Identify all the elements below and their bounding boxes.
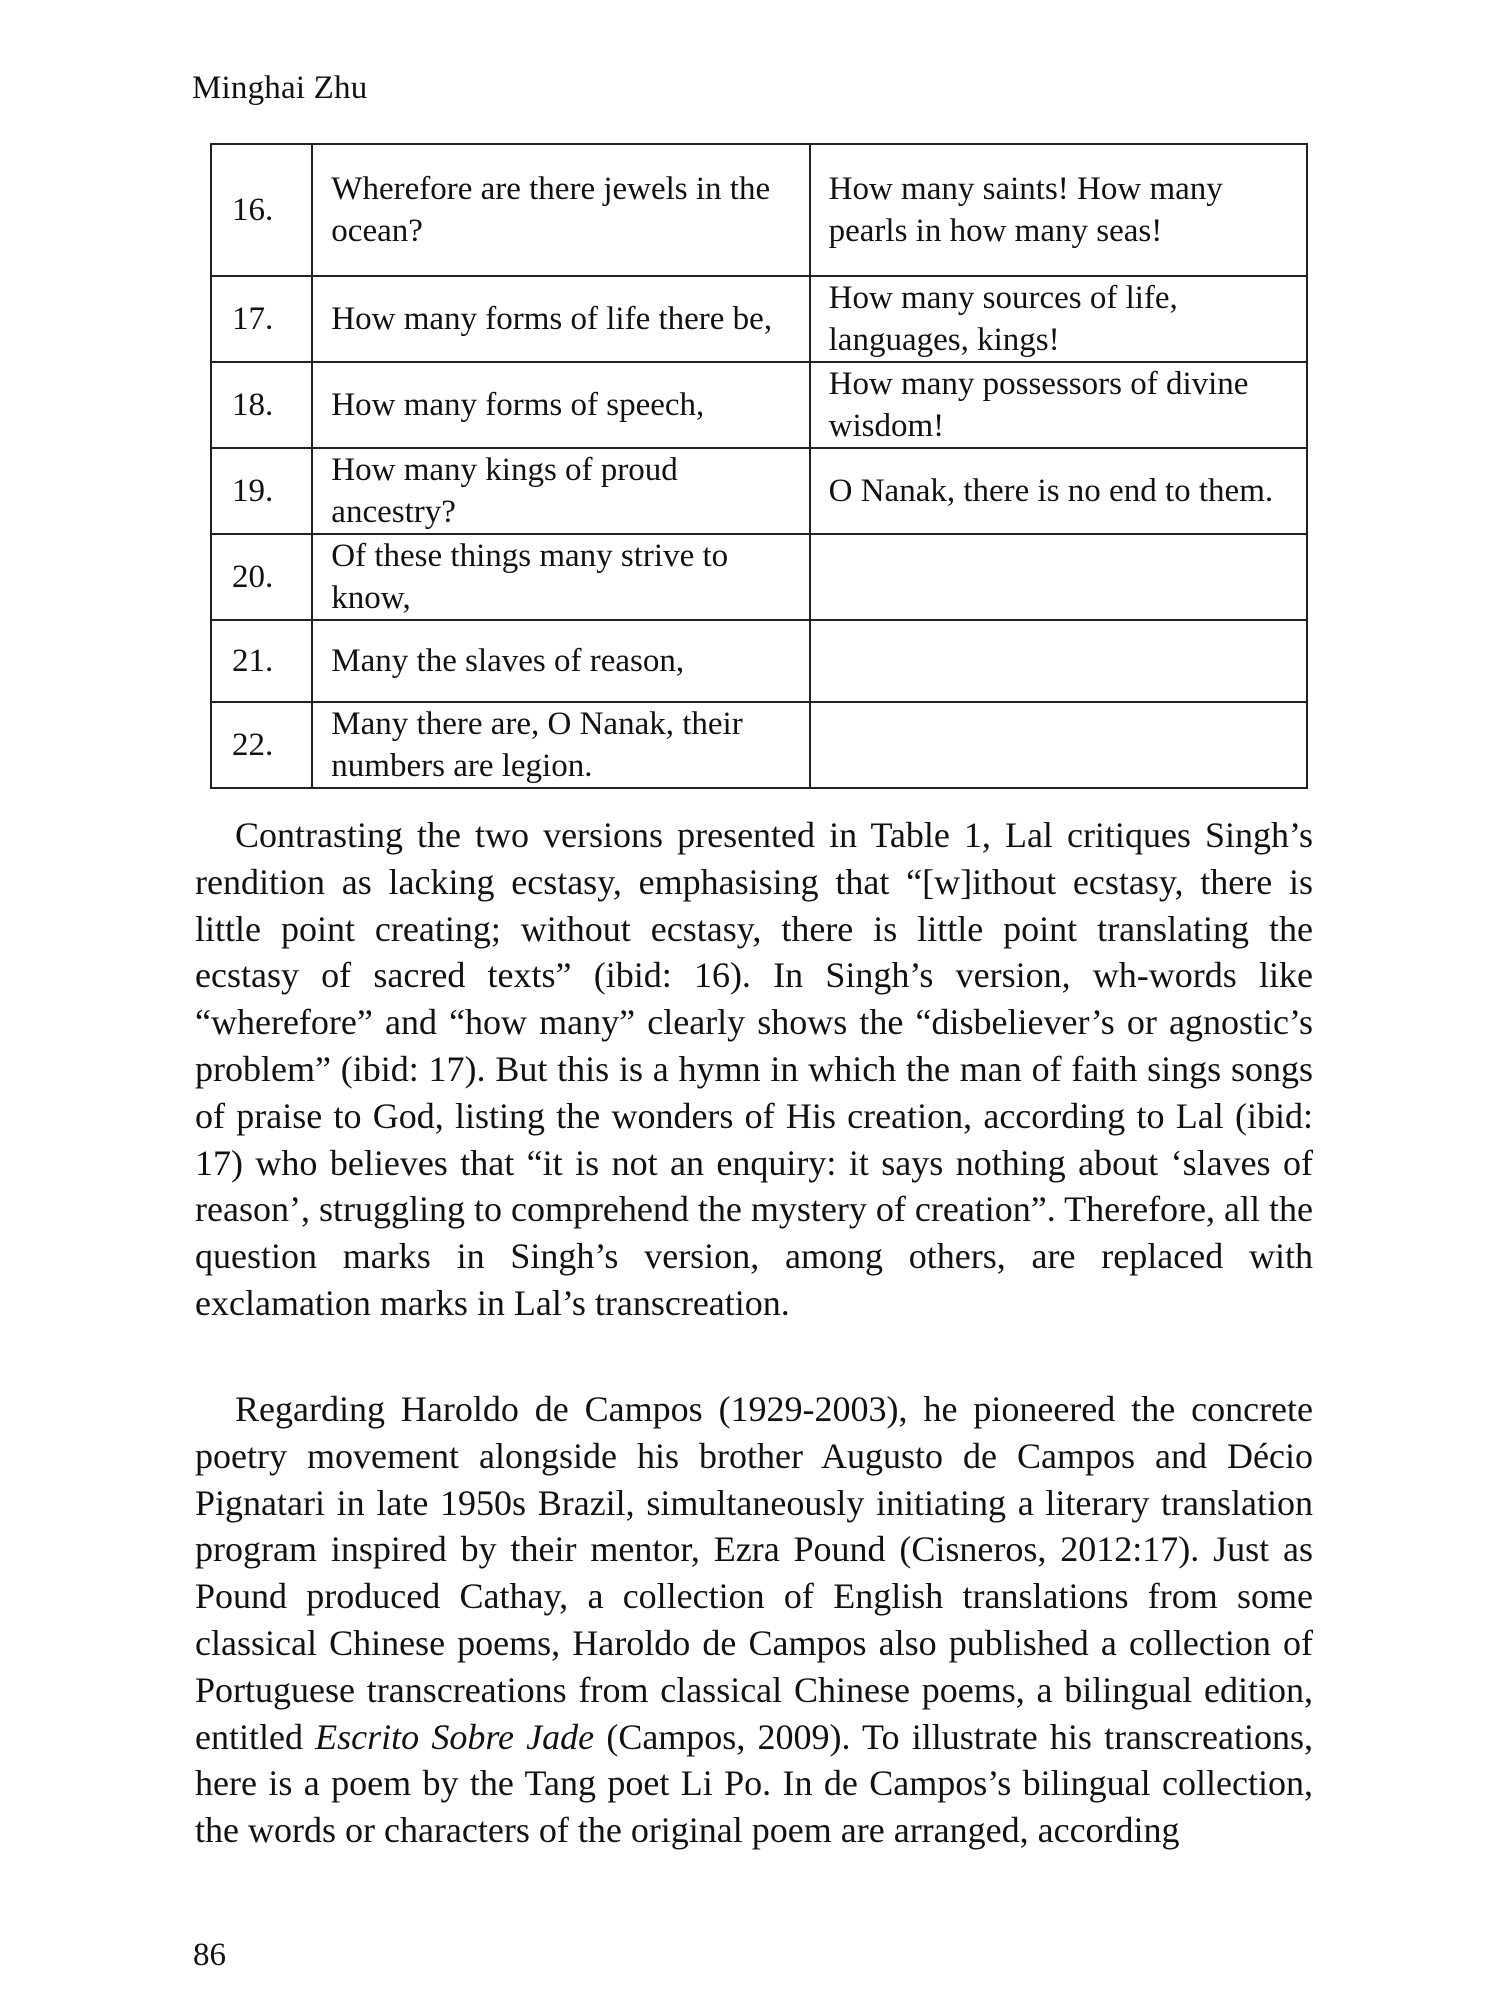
singh-version-cell: How many forms of life there be,: [312, 276, 809, 362]
singh-version-cell: Of these things many strive to know,: [312, 534, 809, 620]
paragraph-text: Regarding Haroldo de Campos (1929-2003), he pioneered the concrete poetry movement alongside his brother Augusto de Campos and Décio Pignatari in late 1950s Brazil, simultaneously initiating a literary translation program inspired by their mentor, Ezra Pound (Cisneros, 2012:17). Just as Pound produced Cathay, a collection of English translations from some classical Chinese poems, Haroldo de Campos also published a collection of Portuguese transcreations from classical Chinese poems, a bilingual edition, entitled: [195, 1389, 1313, 1757]
lal-version-cell: O Nanak, there is no end to them.: [810, 448, 1307, 534]
row-number: 18.: [211, 362, 312, 448]
lal-version-cell: How many saints! How many pearls in how many seas!: [810, 144, 1307, 276]
lal-version-cell: [810, 620, 1307, 702]
singh-version-cell: How many kings of proud ancestry?: [312, 448, 809, 534]
table-row: [211, 534, 1307, 620]
lal-version-cell: [810, 702, 1307, 788]
row-number: 16.: [211, 144, 312, 276]
row-number: 21.: [211, 620, 312, 702]
table-row: [211, 620, 1307, 702]
table-row: [211, 276, 1307, 362]
table-row: [211, 448, 1307, 534]
table-row: [211, 702, 1307, 788]
row-number: 20.: [211, 534, 312, 620]
table-row: [211, 144, 1307, 276]
row-number: 22.: [211, 702, 312, 788]
running-head: Minghai Zhu: [192, 70, 368, 106]
singh-version-cell: How many forms of speech,: [312, 362, 809, 448]
book-title: Escrito Sobre Jade: [315, 1716, 595, 1757]
translation-comparison-table: [210, 143, 1308, 789]
body-paragraph: Contrasting the two versions presented in Table 1, Lal critiques Singh’s rendition as lacking ecstasy, emphasising that “[w]ithout ecstasy, there is little point creating; without ecstasy, there is little point translating the ecstasy of sacred texts” (ibid: 16). In Singh’s version, wh-words like “wherefore” and “how many” clearly shows the “disbeliever’s or agnostic’s problem” (ibid: 17). But this is a hymn in which the man of faith sings songs of praise to God, listing the wonders of His creation, according to Lal (ibid: 17) who believes that “it is not an enquiry: it says nothing about ‘slaves of reason’, struggling to comprehend the mystery of creation”. Therefore, all the question marks in Singh’s version, among others, are replaced with exclamation marks in Lal’s transcreation.: [195, 815, 1313, 1323]
singh-version-cell: Many the slaves of reason,: [312, 620, 809, 702]
page-number: 86: [193, 1937, 226, 1973]
row-number: 19.: [211, 448, 312, 534]
lal-version-cell: How many sources of life, languages, kings!: [810, 276, 1307, 362]
lal-version-cell: [810, 534, 1307, 620]
row-number: 17.: [211, 276, 312, 362]
paragraph-text: (Campos, 2009). To illustrate his transcreations, here is a poem by the Tang poet Li Po. In de Campos’s bilingual collection, the words or characters of the original poem are arranged, according: [195, 1716, 1313, 1851]
table-row: [211, 362, 1307, 448]
singh-version-cell: Wherefore are there jewels in the ocean?: [312, 144, 809, 276]
body-paragraph: [195, 1386, 1313, 1854]
singh-version-cell: Many there are, O Nanak, their numbers are legion.: [312, 702, 809, 788]
lal-version-cell: How many possessors of divine wisdom!: [810, 362, 1307, 448]
